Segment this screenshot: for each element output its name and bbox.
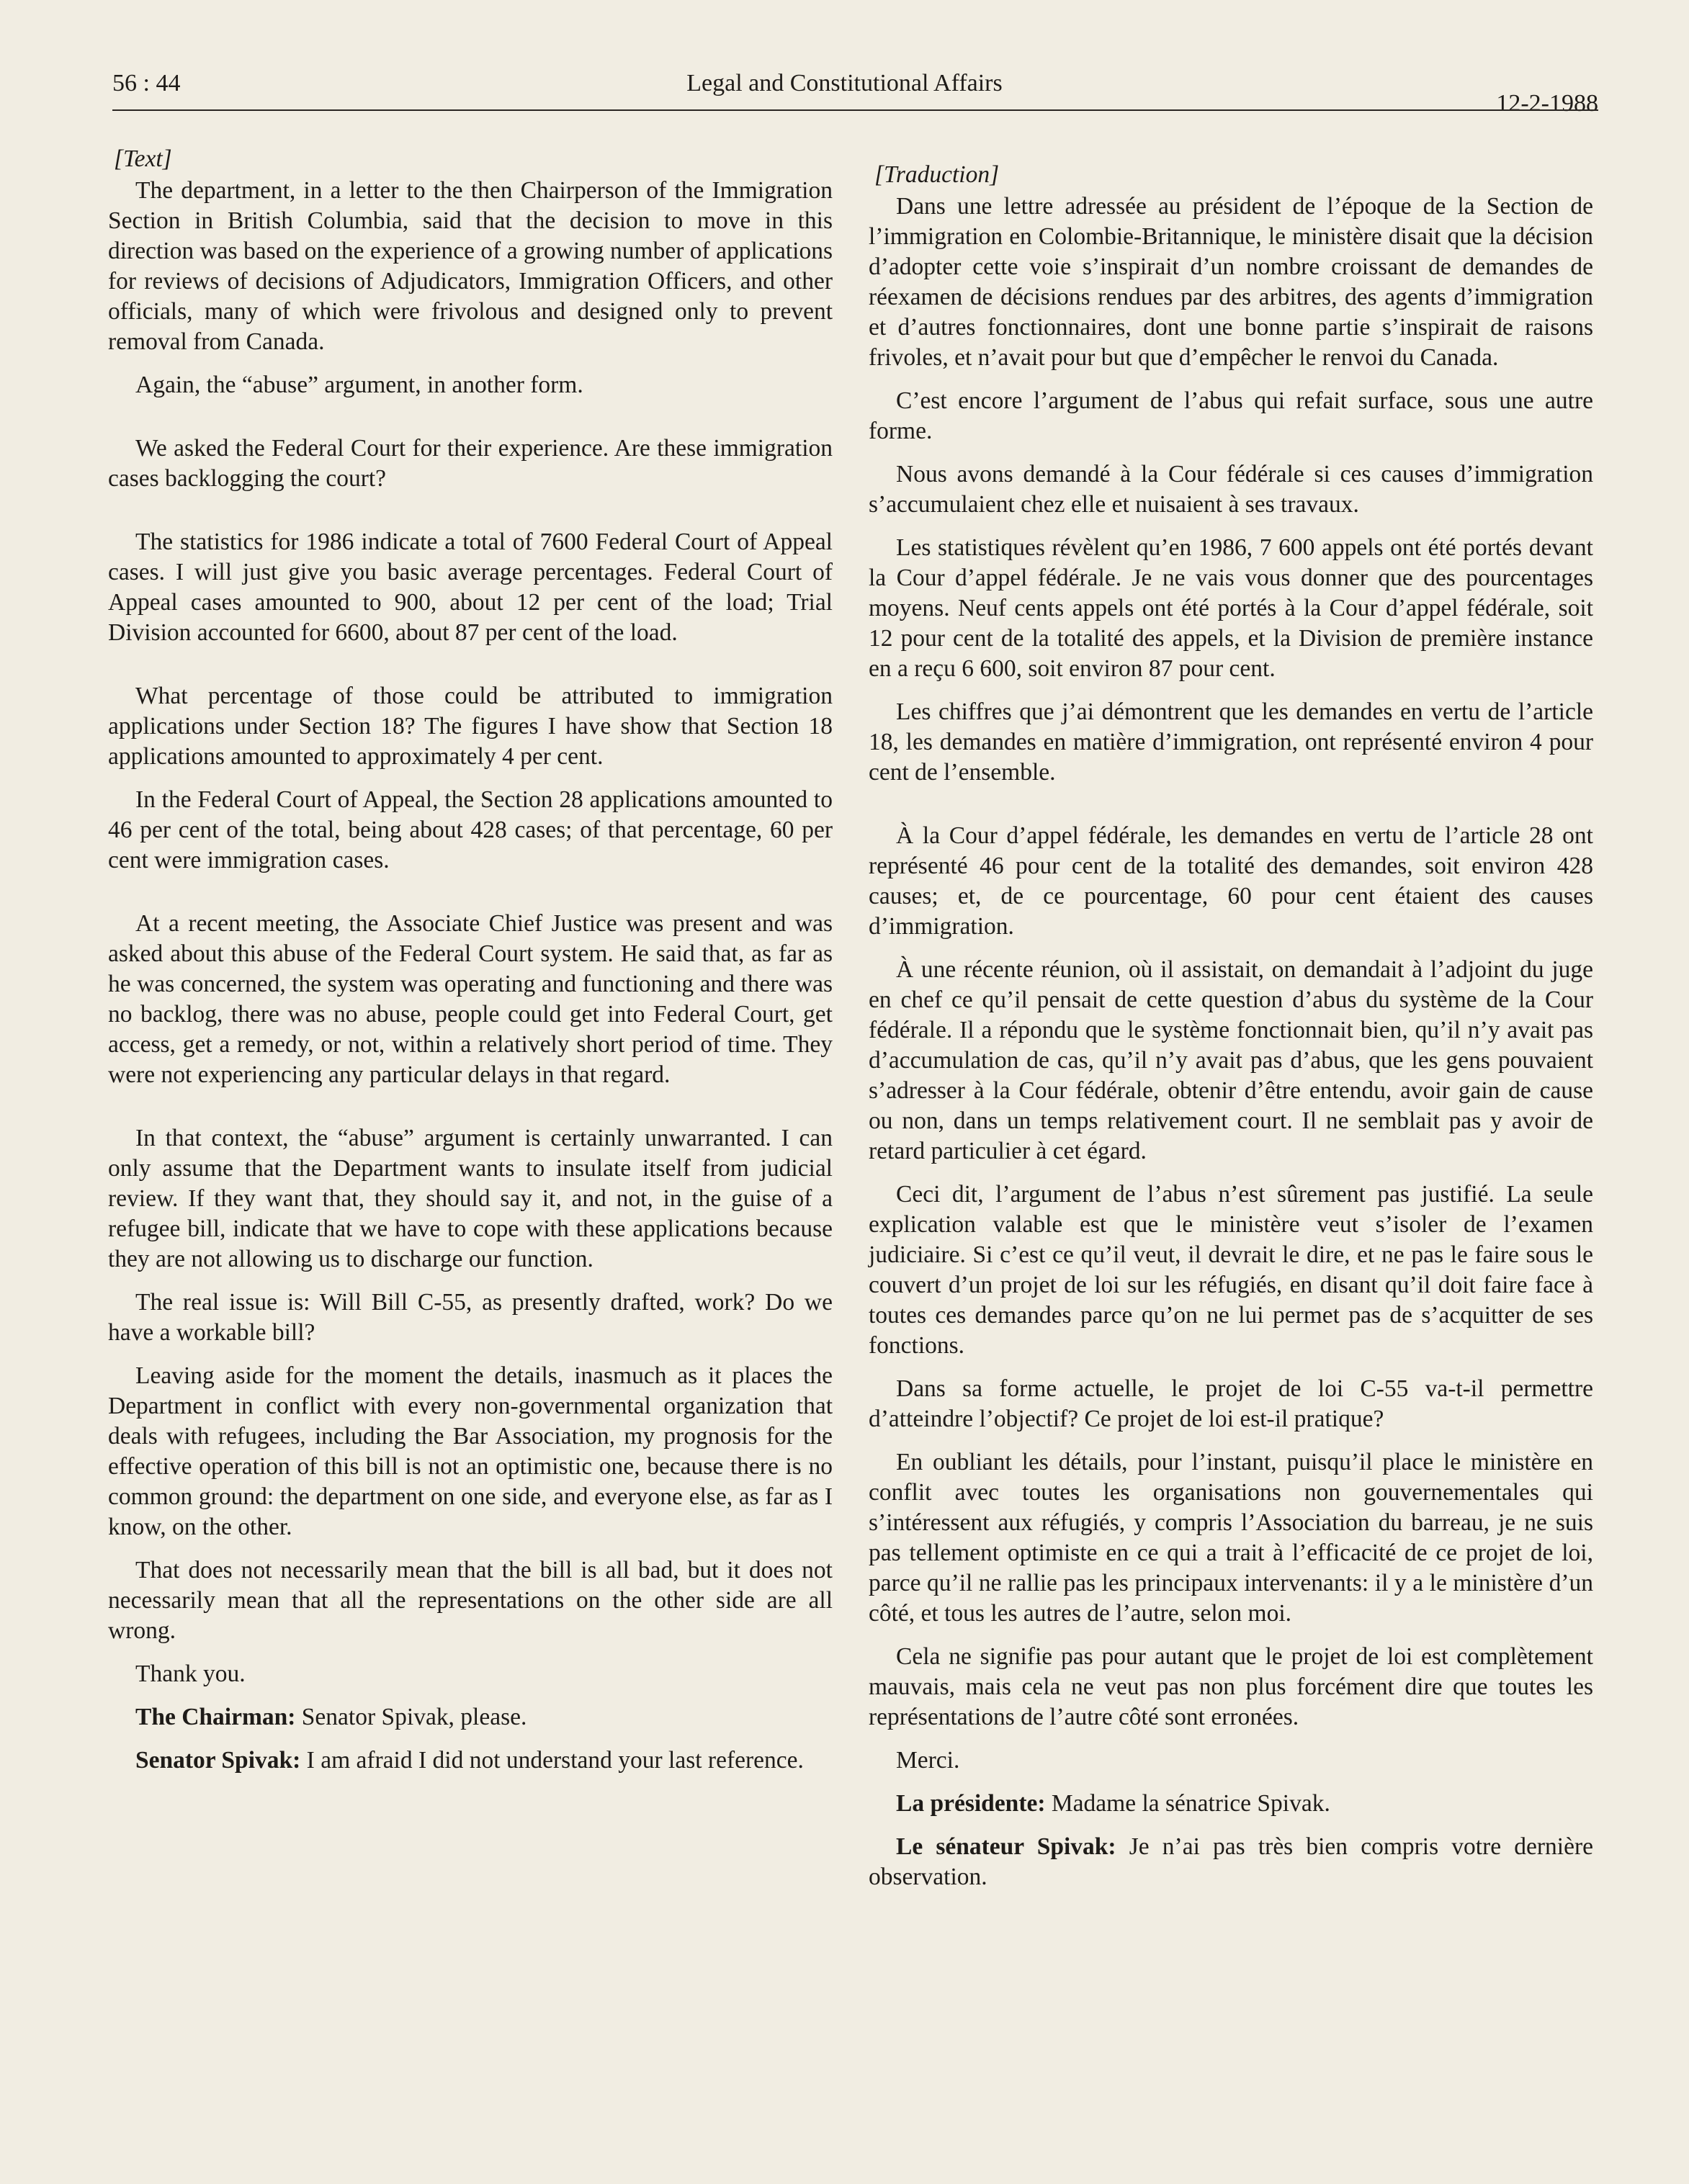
- paragraph: C’est encore l’argument de l’abus qui refait surface, sous une autre forme.: [869, 387, 1593, 444]
- paragraph: At a recent meeting, the Associate Chief Justice was present and was asked about this abuse of the Federal Court system. He said that, as far as he was concerned, the system was operating and functioning and there was no backlog, there was no abuse, people could get into Federal Court, get access, get a remedy, or not, within a relatively short period of time. They were not experiencing any particular delays in that regard.: [108, 910, 833, 1088]
- paragraph: Again, the “abuse” argument, in another form.: [135, 372, 583, 398]
- speaker-name: The Chairman:: [135, 1704, 296, 1730]
- publication-title: Legal and Constitutional Affairs: [686, 70, 1003, 96]
- paragraph: The real issue is: Will Bill C-55, as presently drafted, work? Do we have a workable bill?: [108, 1289, 833, 1346]
- text-language-tag: [Text]: [114, 145, 172, 172]
- speaker-paragraph: [108, 1745, 833, 1776]
- paragraph: À une récente réunion, où il assistait, on demandait à l’adjoint du juge en chef ce qu’il pensait de cette question d’abus du système de la Cour fédérale. Il a répondu que le système fonctionnait bien, qu’il n’y avait pas d’accumulation de cas, qu’il n’y avait pas d’abus, que les gens pouvaient s’adresser à la Cour fédérale, obtenir d’être entendu, avoir gain de cause ou non, dans un temps relativement court. Il ne semblait pas y avoir de retard particulier à cet égard.: [869, 956, 1593, 1164]
- paragraph: The statistics for 1986 indicate a total of 7600 Federal Court of Appeal cases. I will just give you basic average percentages. Federal Court of Appeal cases amounted to 900, about 12 per cent of the load; Trial Division accounted for 6600, about 87 per cent of the load.: [108, 529, 833, 646]
- paragraph: À la Cour d’appel fédérale, les demandes en vertu de l’article 28 ont représenté 46 pour cent de la totalité des demandes, soit environ 428 causes; et, de ce pourcentage, 60 pour cent étaient des causes d’immigration.: [869, 822, 1593, 940]
- paragraph: Merci.: [896, 1747, 960, 1774]
- speech-text: Senator Spivak, please.: [295, 1704, 527, 1730]
- speaker-paragraph: [108, 1702, 833, 1733]
- speaker-name: Senator Spivak:: [135, 1747, 301, 1774]
- paragraph: Nous avons demandé à la Cour fédérale si ces causes d’immigration s’accumulaient chez elle et nuisaient à ses travaux.: [869, 461, 1593, 518]
- paragraph: Cela ne signifie pas pour autant que le projet de loi est complètement mauvais, mais cela ne veut pas non plus forcément dire que toutes les représentations de l’autre côté sont erronées.: [869, 1643, 1593, 1730]
- translation-language-tag: [Traduction]: [874, 161, 1000, 188]
- speech-text: I am afraid I did not understand your last reference.: [300, 1747, 804, 1774]
- paragraph: In the Federal Court of Appeal, the Section 28 applications amounted to 46 per cent of the total, being about 428 cases; of that percentage, 60 per cent were immigration cases.: [108, 786, 833, 873]
- speaker-paragraph: [869, 1832, 1593, 1892]
- speech-text: Je n’ai pas très bien compris votre dernière observation.: [869, 1833, 1593, 1890]
- paragraph: Dans sa forme actuelle, le projet de loi C-55 va-t-il permettre d’atteindre l’objectif? Ce projet de loi est-il pratique?: [869, 1375, 1593, 1432]
- paragraph: That does not necessarily mean that the bill is all bad, but it does not necessarily mean that all the representations on the other side are all wrong.: [108, 1557, 833, 1644]
- paragraph: Dans une lettre adressée au président de l’époque de la Section de l’immigration en Colombie-Britannique, le ministère disait que la décision d’adopter cette voie s’inspirait d’un nombre croissant de demandes de réexamen de décisions rendues par des arbitres, des agents d’immigration et d’autres fonctionnaires, dont une bonne partie s’inspirait de raisons frivoles, et n’avait pour but que d’empêcher le renvoi du Canada.: [869, 193, 1593, 371]
- paragraph: What percentage of those could be attributed to immigration applications under Section 18? The figures I have show that Section 18 applications amounted to approximately 4 per cent.: [108, 683, 833, 770]
- header-rule: [112, 109, 1598, 111]
- paragraph: Les statistiques révèlent qu’en 1986, 7 600 appels ont été portés devant la Cour d’appel fédérale. Je ne vais vous donner que des pourcentages moyens. Neuf cents appels ont été portés à la Cour d’appel fédérale, soit 12 pour cent de la totalité des appels, et la Division de première instance en a reçu 6 600, soit environ 87 pour cent.: [869, 534, 1593, 682]
- english-column: [108, 144, 833, 1789]
- paragraph: Ceci dit, l’argument de l’abus n’est sûrement pas justifié. La seule explication valable est que le ministère veut s’isoler de l’examen judiciaire. Si c’est ce qu’il veut, il devrait le dire, et ne pas le faire sous le couvert d’un projet de loi sur les réfugiés, en disant qu’il doit faire face à toutes ces demandes parce qu’on ne lui permet pas de s’acquitter de ses fonctions.: [869, 1181, 1593, 1359]
- paragraph: En oubliant les détails, pour l’instant, puisqu’il place le ministère en conflit avec toutes les organisations non gouvernementales qui s’intéressent aux réfugiés, y compris l’Association du barreau, je ne suis pas tellement optimiste en ce qui a trait à l’efficacité de ce projet de loi, parce qu’il ne rallie pas les principaux intervenants: il y a le ministère d’un côté, et tous les autres de l’autre, selon moi.: [869, 1449, 1593, 1627]
- paragraph: The department, in a letter to the then Chairperson of the Immigration Section in British Columbia, said that the decision to move in this direction was based on the experience of a growing number of applications for reviews of decisions of Adjudicators, Immigration Officers, and other officials, many of which were frivolous and designed only to prevent removal from Canada.: [108, 177, 833, 355]
- page-reference: 56 : 44: [112, 70, 181, 96]
- speech-text: Madame la sénatrice Spivak.: [1045, 1790, 1330, 1817]
- paragraph: We asked the Federal Court for their experience. Are these immigration cases backlogging the court?: [108, 435, 833, 492]
- speaker-name: Le sénateur Spivak:: [896, 1833, 1116, 1860]
- page-date: 12-2-1988: [1496, 90, 1598, 117]
- speaker-paragraph: [869, 1789, 1593, 1819]
- french-column: [869, 160, 1593, 1905]
- paragraph: Leaving aside for the moment the details, inasmuch as it places the Department in conflict with every non-governmental organization that deals with refugees, including the Bar Association, my prognosis for the effective operation of this bill is not an optimistic one, because there is no common ground: the department on one side, and everyone else, as far as I know, on the other.: [108, 1362, 833, 1540]
- paragraph: Les chiffres que j’ai démontrent que les demandes en vertu de l’article 18, les demandes en matière d’immigration, ont représenté environ 4 pour cent de l’ensemble.: [869, 698, 1593, 786]
- speaker-name: La présidente:: [896, 1790, 1046, 1817]
- paragraph: In that context, the “abuse” argument is certainly unwarranted. I can only assume that the Department wants to insulate itself from judicial review. If they want that, they should say it, and not, in the guise of a refugee bill, indicate that we have to cope with these applications because they are not allowing us to discharge our function.: [108, 1125, 833, 1272]
- paragraph: Thank you.: [135, 1661, 246, 1687]
